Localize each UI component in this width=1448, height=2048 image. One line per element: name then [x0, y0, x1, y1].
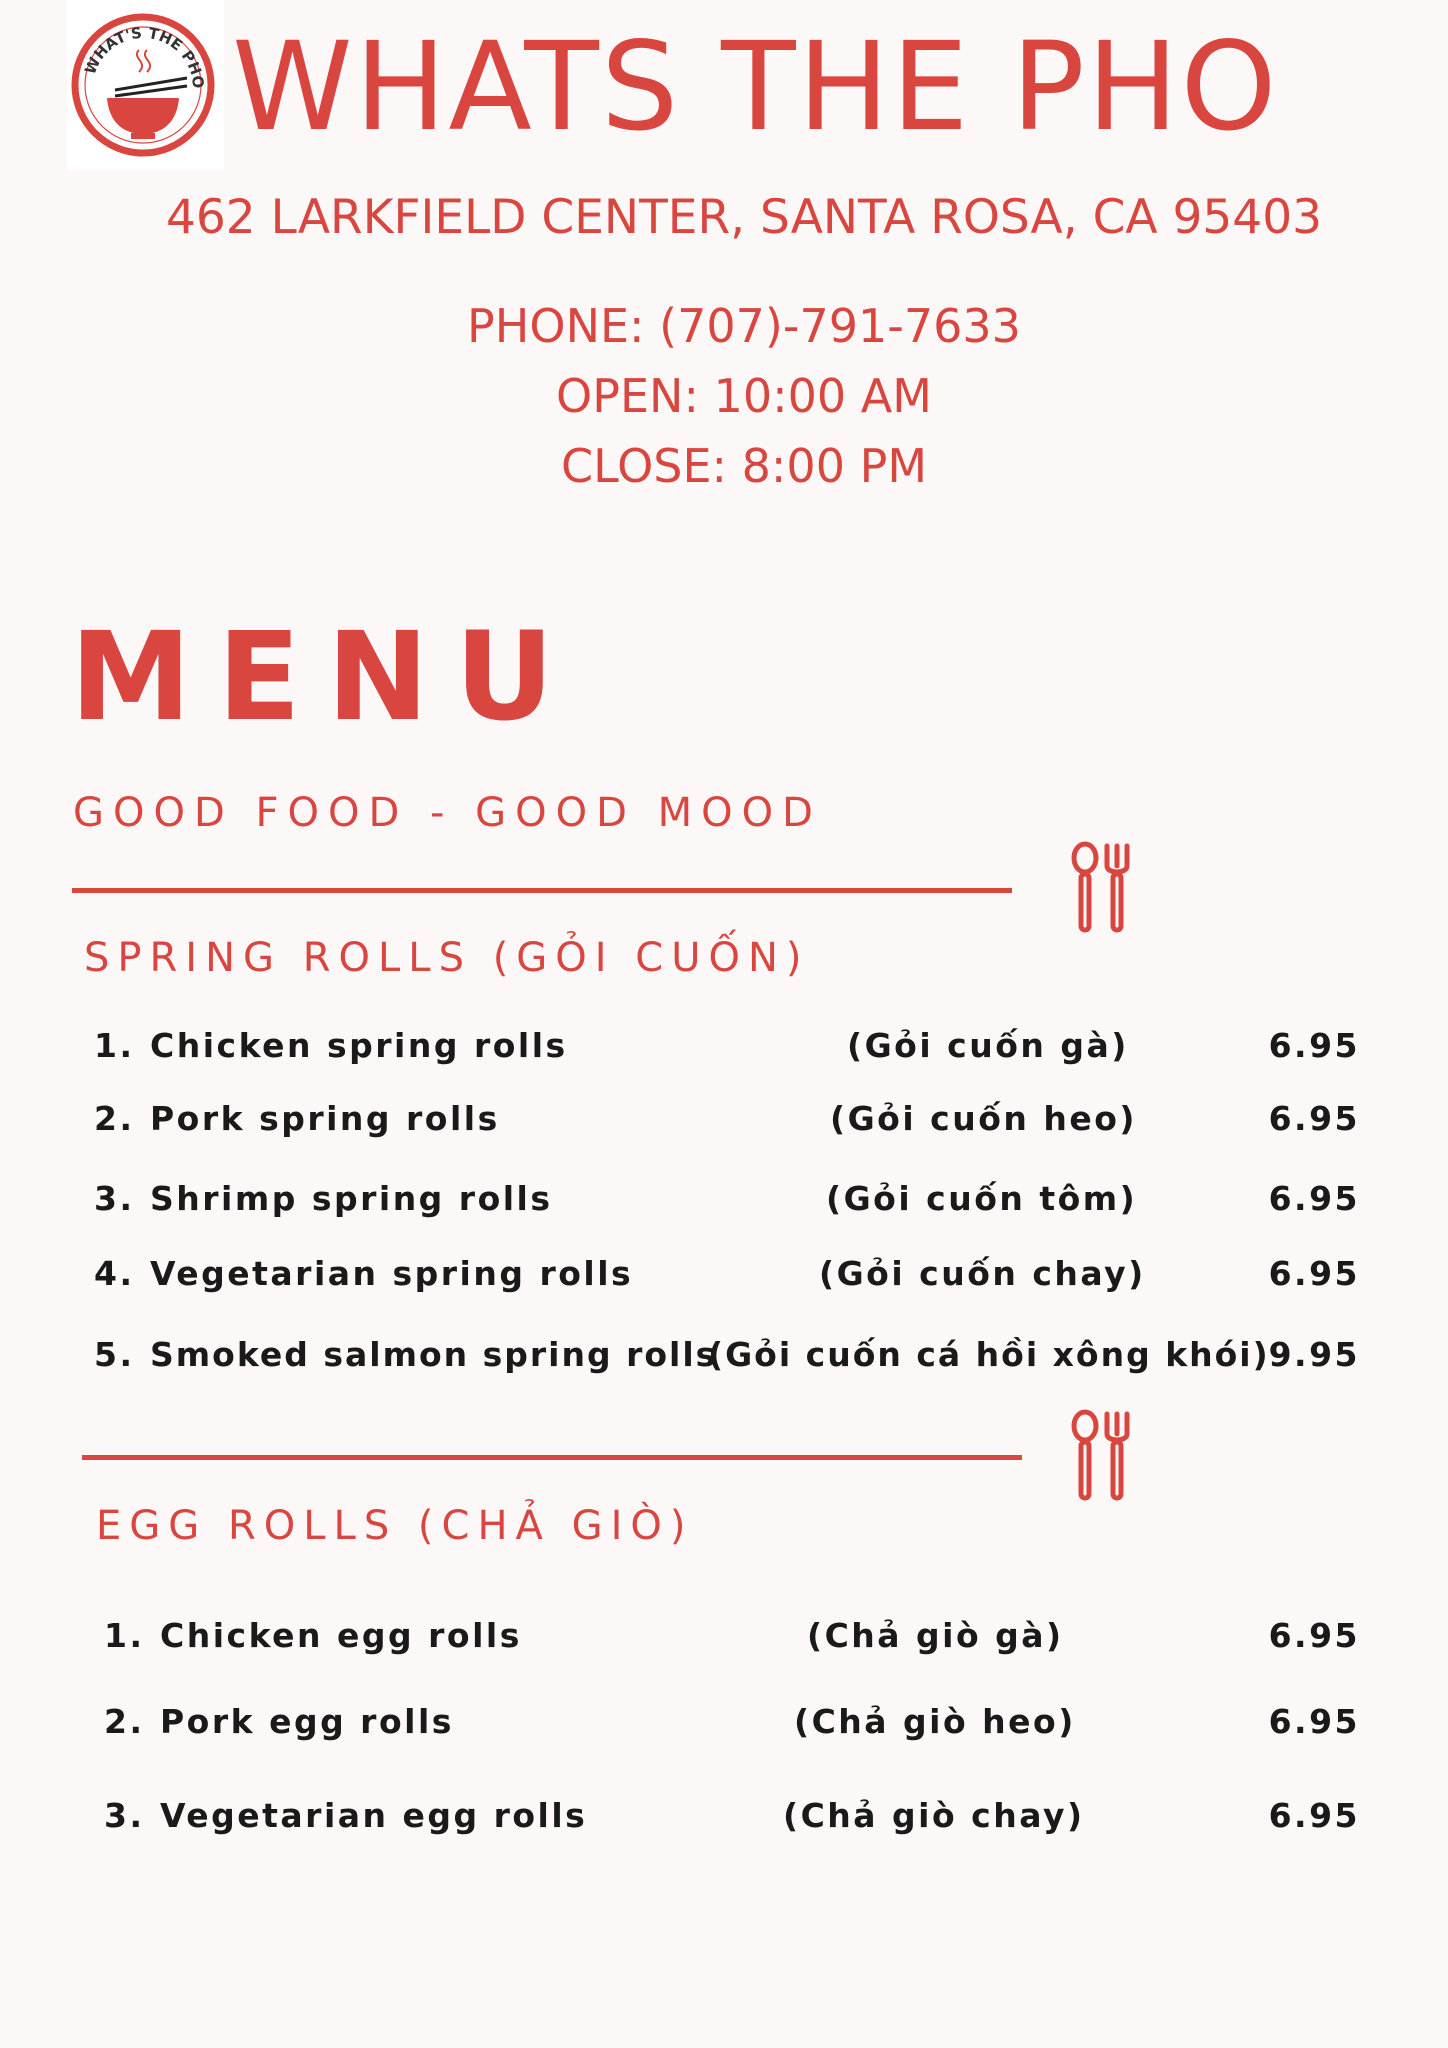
item-vietnamese-name: (Gỏi cuốn chay)	[819, 1254, 1146, 1293]
logo	[67, 0, 224, 170]
pho-bowl-logo-icon	[67, 0, 224, 170]
item-name: Shrimp spring rolls	[150, 1179, 553, 1218]
spoon-fork-icon	[1067, 840, 1137, 936]
item-name: Pork spring rolls	[150, 1099, 500, 1138]
item-vietnamese-name: (Chả giò gà)	[807, 1616, 1064, 1655]
item-price: 6.95	[1268, 1099, 1360, 1138]
item-vietnamese-name: (Chả giò chay)	[783, 1796, 1085, 1835]
menu-item	[0, 1332, 1448, 1378]
menu-item	[0, 1096, 1448, 1142]
item-number: 1.	[104, 1616, 145, 1655]
menu-item	[0, 1699, 1448, 1745]
item-name: Vegetarian egg rolls	[160, 1796, 588, 1835]
item-price: 9.95	[1268, 1335, 1360, 1374]
item-vietnamese-name: (Gỏi cuốn tôm)	[826, 1179, 1138, 1218]
item-name: Chicken egg rolls	[160, 1616, 522, 1655]
menu-item	[0, 1251, 1448, 1297]
section-divider	[72, 888, 1012, 893]
menu-item	[0, 1793, 1448, 1839]
menu-item	[0, 1023, 1448, 1069]
item-vietnamese-name: (Gỏi cuốn gà)	[847, 1026, 1129, 1065]
item-number: 1.	[94, 1026, 135, 1065]
item-number: 2.	[94, 1099, 135, 1138]
item-vietnamese-name: (Chả giò heo)	[794, 1702, 1076, 1741]
menu-item	[0, 1176, 1448, 1222]
tagline: GOOD FOOD - GOOD MOOD	[73, 790, 822, 836]
item-number: 3.	[104, 1796, 145, 1835]
spoon-fork-icon	[1067, 1408, 1137, 1504]
item-number: 2.	[104, 1702, 145, 1741]
section-divider	[82, 1455, 1022, 1460]
close-hours: CLOSE: 8:00 PM	[560, 439, 928, 493]
restaurant-name: WHATS THE PHO	[232, 16, 1279, 158]
address: 462 LARKFIELD CENTER, SANTA ROSA, CA 95403	[165, 190, 1323, 245]
item-number: 4.	[94, 1254, 135, 1293]
section-title-spring-rolls: SPRING ROLLS (GỎI CUỐN)	[84, 935, 810, 981]
item-price: 6.95	[1268, 1796, 1360, 1835]
item-price: 6.95	[1268, 1026, 1360, 1065]
item-price: 6.95	[1268, 1616, 1360, 1655]
section-title-egg-rolls: EGG ROLLS (CHẢ GIÒ)	[96, 1503, 694, 1549]
item-price: 6.95	[1268, 1702, 1360, 1741]
item-price: 6.95	[1268, 1179, 1360, 1218]
item-name: Smoked salmon spring rolls	[150, 1335, 718, 1374]
item-price: 6.95	[1268, 1254, 1360, 1293]
item-name: Vegetarian spring rolls	[150, 1254, 634, 1293]
item-vietnamese-name: (Gỏi cuốn heo)	[830, 1099, 1137, 1138]
open-hours: OPEN: 10:00 AM	[556, 369, 932, 423]
item-name: Chicken spring rolls	[150, 1026, 568, 1065]
item-name: Pork egg rolls	[160, 1702, 454, 1741]
menu-title: MENU	[70, 606, 580, 748]
item-number: 5.	[94, 1335, 135, 1374]
phone: PHONE: (707)-791-7633	[467, 299, 1021, 353]
item-vietnamese-name: (Gỏi cuốn cá hồi xông khói)	[708, 1335, 1270, 1374]
item-number: 3.	[94, 1179, 135, 1218]
menu-item	[0, 1613, 1448, 1659]
logo-ring-text: WHAT'S THE PHO	[81, 23, 208, 90]
